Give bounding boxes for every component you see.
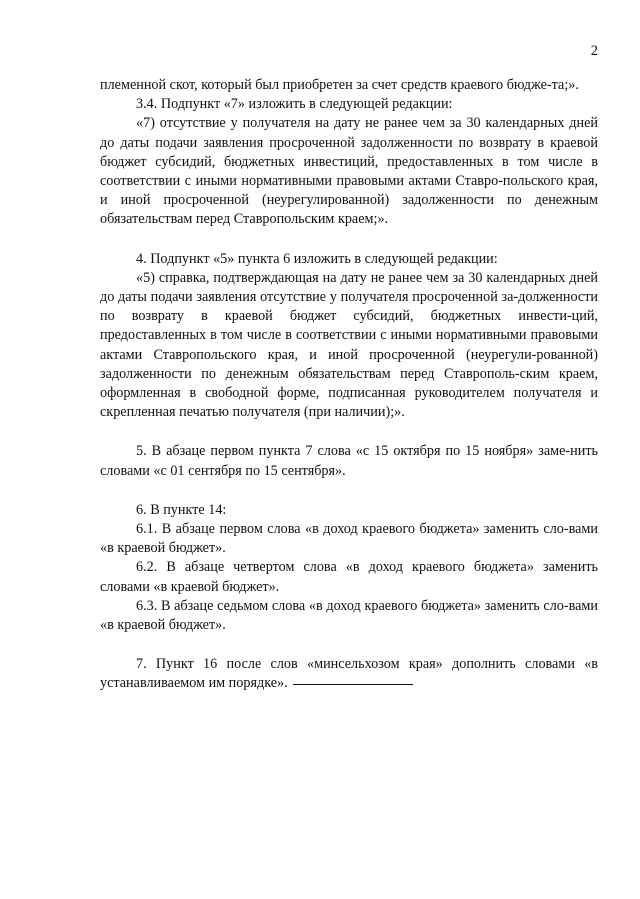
paragraph-6-2: 6.2. В абзаце четвертом слова «в доход краевого бюджета» заменить словами «в краевой бюджет».	[100, 559, 598, 595]
paragraph-6-3: 6.3. В абзаце седьмом слова «в доход краевого бюджета» заменить сло-вами «в краевой бюджет».	[100, 597, 598, 634]
paragraph-5: 5. В абзаце первом пункта 7 слова «с 15 октября по 15 ноября» заме-нить словами «с 01 сентября по 15 сентября».	[100, 443, 598, 479]
paragraph-4-heading: 4. Подпункт «5» пункта 6 изложить в следующей редакции:	[136, 250, 498, 267]
paragraph-continuation: племенной скот, который был приобретен за счет средств краевого бюдже-та;».	[100, 77, 579, 93]
page-number: 2	[590, 43, 598, 59]
closing-divider-line	[293, 684, 413, 685]
paragraph-6-1: 6.1. В абзаце первом слова «в доход краевого бюджета» заменить сло-вами «в краевой бюджет».	[100, 521, 598, 557]
paragraph-4-text: «5) справка, подтверждающая на дату не ранее чем за 30 календарных дней до даты подачи заявления отсутствие у получателя просроченной за-долженности по возврату в краевой бюджет субсидий, бюджетных инвести-ций, предоставленных в том числе в соответствии с иными нормативными правовыми актами Ставропольского края, и иной просроченной (неурегули-рованной) задолженности по денежным обязательствам перед Ставрополь-ским краем, оформленная в свободной форме, подписанная руководителем получателя и скрепленная печатью получателя (при наличии);».	[100, 269, 598, 421]
paragraph-gap	[100, 481, 598, 501]
paragraph-3-4-heading: 3.4. Подпункт «7» изложить в следующей редакции:	[136, 96, 453, 113]
paragraph-7: 7. Пункт 16 после слов «минсельхозом края» дополнить словами «в устанавливаемом им порядке».	[100, 656, 598, 692]
paragraph-6-heading: 6. В пункте 14:	[136, 501, 227, 518]
document-body	[100, 76, 598, 694]
paragraph-gap	[100, 635, 598, 655]
paragraph-gap	[100, 422, 598, 442]
paragraph-3-4-text: «7) отсутствие у получателя на дату не ранее чем за 30 календарных дней до даты подачи заявления просроченной задолженности по возврату в краевой бюджет субсидий, бюджетных инвестиций, предоставленных в том числе в соответствии с иными нормативными правовыми актами Ставро-польского края, и иной просроченной (неурегулированной) задолженности по денежным обязательствам перед Ставропольским краем;».	[100, 115, 598, 228]
paragraph-gap	[100, 230, 598, 250]
